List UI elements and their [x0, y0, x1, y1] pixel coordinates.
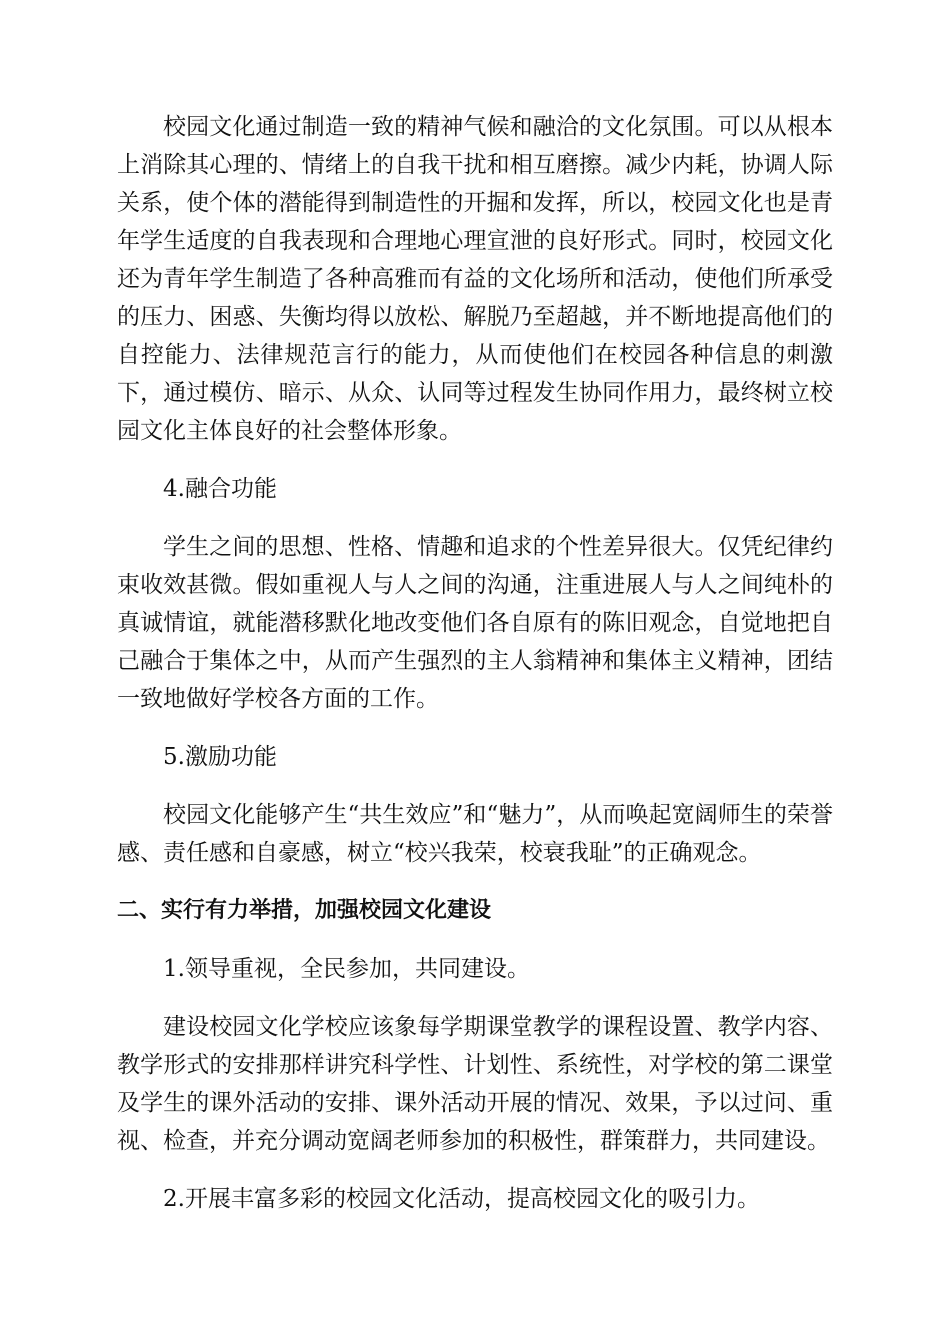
subheading-motivation-function: 5.激励功能 [163, 744, 277, 770]
subheading-leadership: 1.领导重视，全民参加，共同建设。 [163, 956, 530, 982]
document-page [117, 108, 833, 1218]
subheading-integration-function: 4.融合功能 [163, 476, 277, 502]
paragraph-leadership: 建设校园文化学校应该象每学期课堂教学的课程设置、教学内容、教学形式的安排那样讲究科学性、计划性、系统性，对学校的第二课堂及学生的课外活动的安排、课外活动开展的情况、效果，予以过问、重视、检查，并充分调动宽阔老师参加的积极性，群策群力，共同建设。 [117, 1014, 833, 1154]
paragraph-mental-adjustment: 校园文化通过制造一致的精神气候和融洽的文化氛围。可以从根本上消除其心理的、情绪上的自我干扰和相互磨擦。减少内耗，协调人际关系，使个体的潜能得到制造性的开掘和发挥，所以，校园文化也是青年学生适度的自我表现和合理地心理宣泄的良好形式。同时，校园文化还为青年学生制造了各种高雅而有益的文化场所和活动，使他们所承受的压力、困惑、失衡均得以放松、解脱乃至超越，并不断地提高他们的自控能力、法律规范言行的能力，从而使他们在校园各种信息的刺激下，通过模仿、暗示、从众、认同等过程发生协同作用力，最终树立校园文化主体良好的社会整体形象。 [117, 114, 833, 444]
paragraph-integration: 学生之间的思想、性格、情趣和追求的个性差异很大。仅凭纪律约束收效甚微。假如重视人与人之间的沟通，注重进展人与人之间纯朴的真诚情谊，就能潜移默化地改变他们各自原有的陈旧观念，自觉地把自己融合于集体之中，从而产生强烈的主人翁精神和集体主义精神，团结一致地做好学校各方面的工作。 [117, 534, 833, 712]
paragraph-motivation: 校园文化能够产生“共生效应”和“魅力”，从而唤起宽阔师生的荣誉感、责任感和自豪感，树立“校兴我荣，校衰我耻”的正确观念。 [117, 802, 833, 866]
section-heading-measures: 二、实行有力举措，加强校园文化建设 [117, 898, 492, 923]
subheading-activities: 2.开展丰富多彩的校园文化活动，提高校园文化的吸引力。 [163, 1186, 760, 1212]
